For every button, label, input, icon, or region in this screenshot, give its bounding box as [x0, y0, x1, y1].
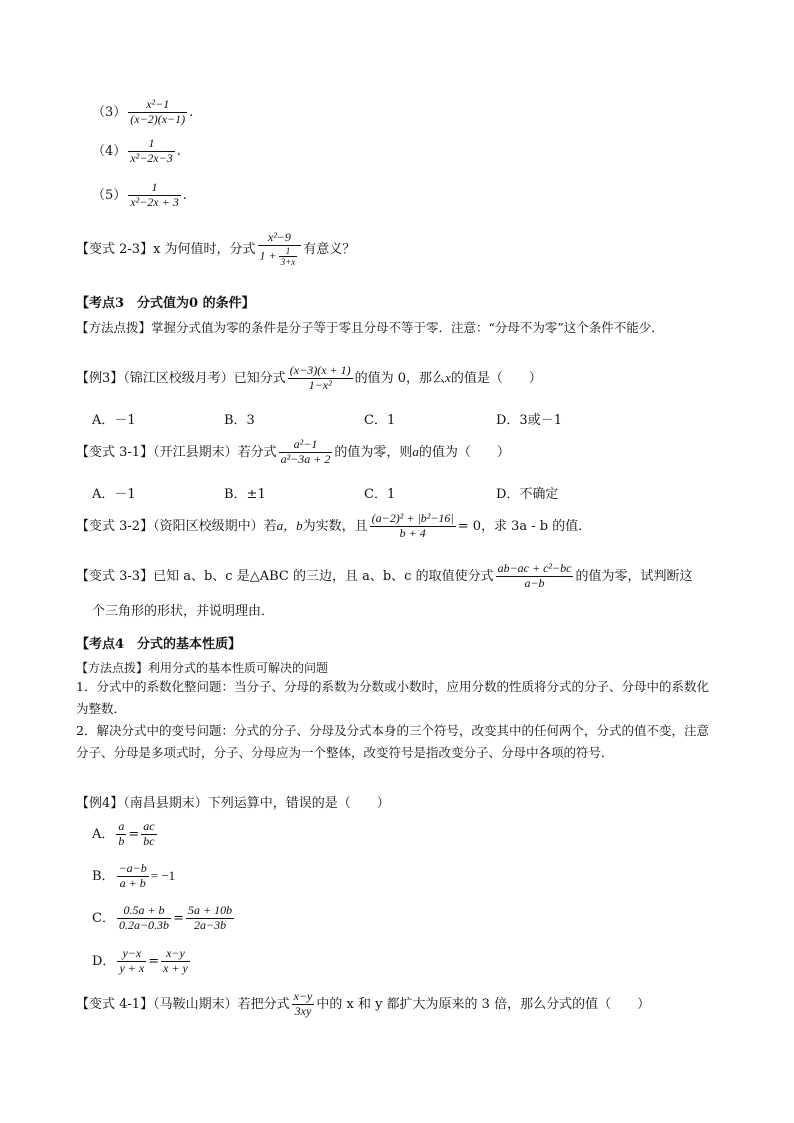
fraction: $\frac{y-x}{y + x}$	[119, 946, 145, 975]
variant-3-1: 【变式 3-1】（开江县期末）若分式 $\frac{\text{a²−1}}{\text{a²−3a + 2}}$ 的值为零，则a的值为（ ）	[76, 437, 510, 466]
fraction: $\frac{\text{a²−1}}{\text{a²−3a + 2}}$	[280, 437, 331, 466]
option-c: C．1	[364, 487, 396, 502]
fraction: $\frac{(x-3)(x + 1)}{\text{1−x²}}$	[289, 363, 351, 392]
variant-4-1: 【变式 4-1】（马鞍山期末）若把分式 $\frac{x-y}{3xy}$ 中的 x 和 y 都扩大为原来的 3 倍，那么分式的值（ ）	[76, 989, 651, 1018]
fraction: $\frac{x-y}{x + y}$	[163, 946, 188, 975]
fraction: $\frac{5a + 10b}{2a-3b}$	[187, 903, 233, 932]
option-a: A． $\frac{a}{b}$ = $\frac{ac}{bc}$	[92, 819, 155, 848]
item-3: （3） $\frac{\text{x²−1}}{(x-2)(x-1)}$ .	[92, 97, 194, 126]
option-d: D． $\frac{y-x}{y + x}$ = $\frac{x-y}{x + y}$	[92, 946, 188, 975]
example-3: 【例3】（锦江区校级月考）已知分式 $\frac{(x-3)(x + 1)}{\text{1−x²}}$ 的值为 0，那么x的值是（ ）	[76, 363, 542, 392]
fraction: $\frac{\text{ab−ac + c²−bc}}{a-b}$	[497, 561, 572, 590]
fraction: $\frac{1}{3+x}$	[280, 245, 296, 268]
method-tip-3: 【方法点拨】掌握分式值为零的条件是分子等于零且分母不等于零．注意：“分母不为零”这个条件不能少．	[76, 320, 664, 335]
variant-3-3-line2: 个三角形的形状，并说明理由．	[92, 604, 275, 619]
variant-3-3: 【变式 3-3】已知 a、b、c 是△ABC 的三边，且 a、b、c 的取值使分式 $\frac{\text{ab−ac + c²−bc}}{a-b}$ 的值为零，试判断这	[76, 561, 693, 590]
fraction: $\frac{1}{\text{x²−2x + 3}}$	[130, 180, 179, 209]
section-title-4: 【考点4 分式的基本性质】	[76, 637, 242, 652]
fraction: x²−9 1 + $\frac{1}{3+x}$	[258, 231, 302, 267]
option-c: C．1	[364, 413, 396, 428]
method-tip-4: 【方法点拨】利用分式的基本性质可解决的问题	[76, 661, 329, 675]
fraction: $\frac{x-y}{3xy}$	[293, 989, 313, 1018]
fraction: $\frac{a}{b}$	[118, 819, 125, 848]
option-a: A．－1	[92, 413, 136, 428]
option-a: A．－1	[92, 487, 136, 502]
option-d: D．不确定	[496, 487, 559, 502]
fraction: $\frac{-a-b}{a + b}$	[118, 861, 147, 890]
fraction: $\frac{\text{(a−2)² + |b²−16|}}{b + 4}$	[371, 511, 454, 540]
option-b: B．±1	[224, 487, 266, 502]
fraction: $\frac{0.5a + b}{0.2a-0.3b}$	[118, 903, 170, 932]
option-b: B．3	[224, 413, 255, 428]
fraction: $\frac{\text{x²−1}}{(x-2)(x-1)}$	[130, 97, 186, 126]
fraction: $\frac{1}{\text{x²−2x−3}}$	[130, 136, 173, 165]
method-item-1: 1．分式中的系数化整问题：当分子、分母的系数为分数或小数时，应用分数的性质将分式的分子、分母中的系数化为整数．	[76, 679, 709, 716]
variant-3-2: 【变式 3-2】（资阳区校级期中）若a，b为实数，且 $\frac{\text{(a−2)² + |b²−16|}}{b + 4}$ = 0，求 3a - b 的值．	[76, 511, 592, 540]
variant-2-3: 【变式 2-3】x 为何值时，分式 x²−9 1 + $\frac{1}{3+x}$ 有意义？	[76, 230, 356, 268]
fraction: $\frac{ac}{bc}$	[143, 819, 155, 848]
option-b: B． $\frac{-a-b}{a + b}$ = −1	[92, 861, 176, 890]
option-c: C． $\frac{0.5a + b}{0.2a-0.3b}$ = $\frac{5a + 10b}{2a-3b}$	[92, 903, 233, 932]
example-4: 【例4】（南昌县期末）下列运算中，错误的是（ ）	[76, 796, 390, 811]
option-d: D．3或－1	[496, 413, 562, 428]
section-title-3: 【考点3 分式值为0 的条件】	[76, 296, 255, 311]
item-5: （5） $\frac{1}{\text{x²−2x + 3}}$ .	[92, 180, 187, 209]
item-4: （4） $\frac{1}{\text{x²−2x−3}}$ .	[92, 136, 181, 165]
method-item-2: 2．解决分式中的变号问题：分式的分子、分母及分式本身的三个符号，改变其中的任何两个，分式的值不变，注意分子、分母是多项式时，分子、分母应为一个整体，改变符号是指改变分子、分母中各项的符号．	[76, 723, 709, 760]
